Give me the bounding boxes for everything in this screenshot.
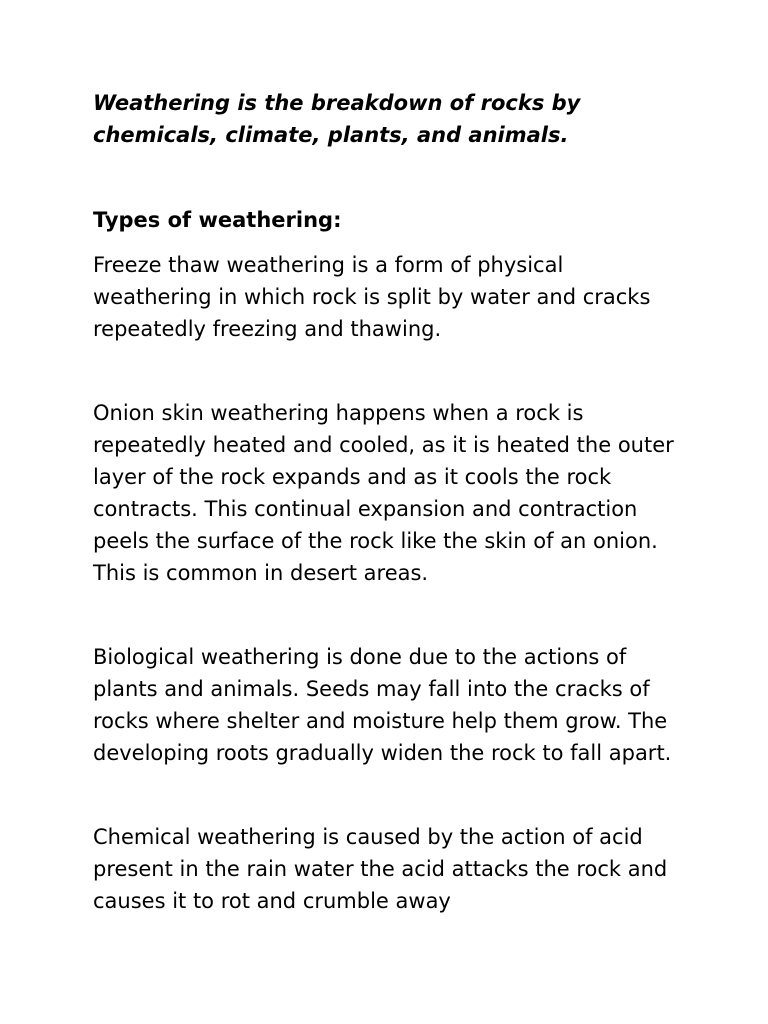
paragraph-onion-skin: Onion skin weathering happens when a rock is repeatedly heated and cooled, as it is heated the outer layer of the rock expands and as it cools the rock contracts. This continual expansion and contraction peels the surface of the rock like the skin of an onion. This is common in desert areas. xyxy=(93,401,674,585)
paragraph-biological: Biological weathering is done due to the actions of plants and animals. Seeds may fall into the cracks of rocks where shelter and moisture help them grow. The developing roots gradually widen the rock to fall apart. xyxy=(93,645,672,765)
paragraph-freeze-thaw: Freeze thaw weathering is a form of physical weathering in which rock is split by water and cracks repeatedly freezing and thawing. xyxy=(93,253,651,341)
section-heading: Types of weathering: xyxy=(93,208,342,232)
document-body xyxy=(93,87,693,917)
paragraph-chemical: Chemical weathering is caused by the action of acid present in the rain water the acid attacks the rock and causes it to rot and crumble away xyxy=(93,825,668,913)
intro-statement: Weathering is the breakdown of rocks by chemicals, climate, plants, and animals. xyxy=(93,91,581,147)
